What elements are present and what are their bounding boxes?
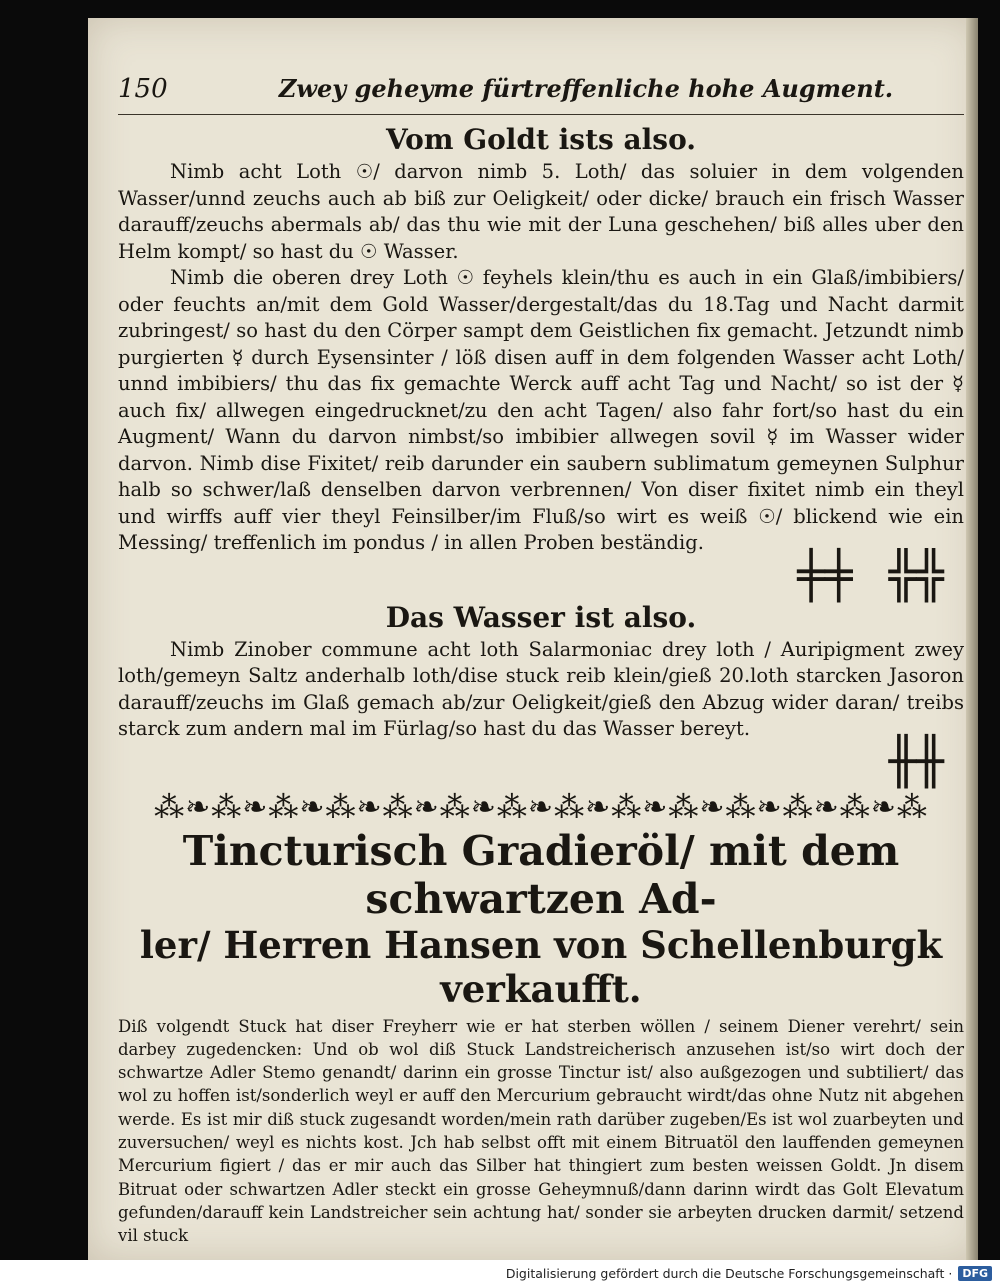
running-title: Zwey geheyme fürtreffenliche hohe Augment. [278,74,894,103]
alchemical-symbols [118,547,964,602]
paragraph-gold-1: Nimb acht Loth ☉/ darvon nimb 5. Loth/ das soluier in dem volgenden Wasser/unnd zeuchs auch ab biß zur Oeligkeit/ oder dicke/ brauch ein frisch Wasser darauff/zeuchs abermals ab/ das thu wie mit der Luna geschehen/ biß alles uber den Helm kompt/ so hast du ☉ Wasser. [118,160,964,263]
alchemical-symbol-row [118,733,964,788]
section-heading-water: Das Wasser ist also. [385,600,697,634]
digitization-footer [0,1260,1000,1287]
alchemical-lattice-icon: ╫╫ [888,733,944,788]
page-number: 150 [118,74,168,104]
decorative-ornament-band: ⁂❧⁂❧⁂❧⁂❧⁂❧⁂❧⁂❧⁂❧⁂❧⁂❧⁂❧⁂❧⁂❧⁂ [154,789,928,825]
page-spine [966,18,978,1260]
paragraph-gold-2: Nimb die oberen drey Loth ☉ feyhels klein/thu es auch in ein Glaß/imbibiers/ oder feuchts an/mit dem Gold Wasser/dergestalt/das du 18.Tag und Nacht darmit zubringest/ so hast du den Cörper sampt dem Geistlichen fix gemacht. Jetzundt nimb purgierten ☿ durch Eysensinter / löß disen auff in dem folgenden Wasser acht Loth/ unnd imbibiers/ thu das fix gemachte Werck auff acht Tag und Nacht/ so ist der ☿ auch fix/ allwegen eingedrucknet/zu den acht Tagen/ also fahr fort/so hast du ein Augment/ Wann du darvon nimbst/so imbibier allwegen sovil ☿ im Wasser wider darvon. Nimb dise Fixitet/ reib darunder ein saubern sublimatum gemeynen Sulphur halb so schwer/laß denselben darvon verbrennen/ Von diser fixitet nimb ein theyl und wirffs auff vier theyl Feinsilber/im Fluß/so wirt es weiß ☉/ blickend wie ein Messing/ treffenlich im pondus / in allen Proben beständig. [118,266,964,554]
dfg-logo-icon: DFG [958,1266,992,1281]
alchemical-grid-icon: ╪╪ [797,547,853,602]
paragraph-black-eagle: Diß volgendt Stuck hat diser Freyherr wie er hat sterben wöllen / seinem Diener verehrt/ sein darbey zugedencken: Und ob wol diß Stuck Landstreicherisch anzusehen ist/so wirt doch der schwartze Adler Stemo genandt/ darinn ein grosse Tinctur ist/ also außgezogen und subtiliert/ das wol zu hoffen ist/sonderlich weyl er auff den Mercurium gebraucht wirdt/das ohne Nutz nit abgehen werde. Es ist mir diß stuck zugesandt worden/mein rath darüber zugeben/Es ist wol zuarbeyten und zuversuchen/ weyl es nichts kost. Jch hab selbst offt mit einem Bitruatöl den lauffenden gemeynen Mercurium figiert / das er mir auch das Silber hat thingiert zum besten weissen Goldt. Jn disem Bitruat oder schwartzen Adler steckt ein grosse Geheymnuß/dann darinn wirdt das Golt Elevatum gefunden/darauff kein Landstreicher sein achtung hat/ sonder sie arbeyten drucken darmit/ setzend vil stuck [118,1016,964,1246]
paragraph-water: Nimb Zinober commune acht loth Salarmoniac drey loth / Auripigment zwey loth/gemeyn Saltz anderhalb loth/dise stuck reib klein/gieß 20.loth starcken Jasoron darauff/zeuchs im Glaß gemach ab/zur Oeligkeit/gieß den Abzug wider daran/ treibs starck zum andern mal im Fürlag/so hast du das Wasser bereyt. [118,637,964,740]
chapter-title-line-2: ler/ Herren Hansen von Schellenburgk verkaufft. [139,922,943,1011]
running-header [118,74,964,115]
section-heading-gold: Vom Goldt ists also. [385,123,696,156]
funding-credit: Digitalisierung gefördert durch die Deutsche Forschungsgemeinschaft · [505,1266,953,1281]
alchemical-cross-icon: ╬╬ [888,547,944,602]
chapter-title-line-1: Tincturisch Gradieröl/ mit dem schwartzen Ad- [182,826,900,923]
page-content [118,74,964,1247]
